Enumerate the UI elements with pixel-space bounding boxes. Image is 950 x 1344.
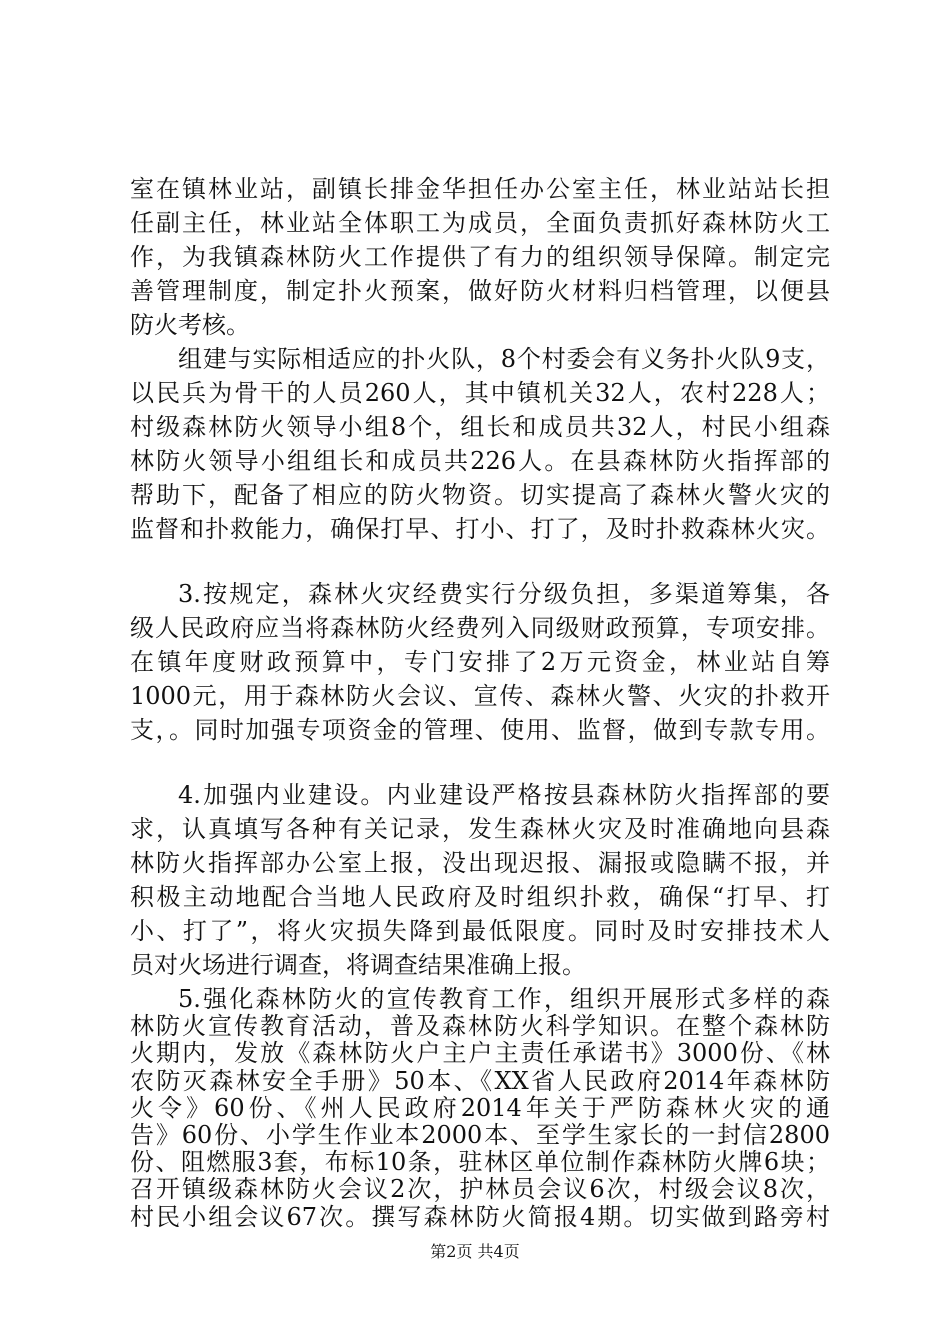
text-line: 员对火场进行调查，将调查结果准确上报。 xyxy=(130,951,586,979)
text-line: 火期内，发放《森林防火户主户主责任承诺书》3000份、《林 xyxy=(130,1039,830,1068)
text-line: 林防火宣传教育活动，普及森林防火科学知识。在整个森林防 xyxy=(130,1012,830,1041)
text-line: 告》60份、小学生作业本2000本、至学生家长的一封信2800 xyxy=(130,1121,830,1149)
text-line: 林防火领导小组组长和成员共226人。在县森林防火指挥部的 xyxy=(130,447,830,475)
text-line: 村级森林防火领导小组8个，组长和成员共32人，村民小组森 xyxy=(130,413,830,441)
text-line: 在镇年度财政预算中，专门安排了2万元资金，林业站自筹 xyxy=(130,648,830,676)
text-line: 作，为我镇森林防火工作提供了有力的组织领导保障。制定完 xyxy=(130,243,830,271)
text-line: 3.按规定，森林火灾经费实行分级负担，多渠道筹集，各 xyxy=(178,580,830,608)
text-line: 村民小组会议67次。撰写森林防火简报4期。切实做到路旁村 xyxy=(130,1202,830,1231)
text-line: 1000元，用于森林防火会议、宣传、森林火警、火灾的扑救开 xyxy=(130,682,830,710)
text-line: 火令》60份、《州人民政府2014年关于严防森林火灾的通 xyxy=(130,1093,830,1122)
text-line: 5.强化森林防火的宣传教育工作，组织开展形式多样的森 xyxy=(178,985,830,1013)
text-line: 以民兵为骨干的人员260人，其中镇机关32人，农村228人； xyxy=(130,379,830,407)
text-line: 任副主任，林业站全体职工为成员，全面负责抓好森林防火工 xyxy=(130,209,830,237)
text-line: 帮助下，配备了相应的防火物资。切实提高了森林火警火灾的 xyxy=(130,481,830,509)
text-line: 小、打了”，将火灾损失降到最低限度。同时及时安排技术人 xyxy=(130,917,830,945)
text-line: 积极主动地配合当地人民政府及时组织扑救，确保“打早、打 xyxy=(130,883,830,911)
text-line: 份、阻燃服3套，布标10条，驻林区单位制作森林防火牌6块； xyxy=(130,1148,830,1177)
text-line: 组建与实际相适应的扑火队，8个村委会有义务扑火队9支， xyxy=(178,345,830,373)
text-line: 求，认真填写各种有关记录，发生森林火灾及时准确地向县森 xyxy=(130,815,830,843)
text-line: 防火考核。 xyxy=(130,311,250,339)
text-line: 4.加强内业建设。内业建设严格按县森林防火指挥部的要 xyxy=(178,781,830,809)
text-line: 林防火指挥部办公室上报，没出现迟报、漏报或隐瞒不报，并 xyxy=(130,849,830,877)
text-line: 召开镇级森林防火会议2次，护林员会议6次，村级会议8次， xyxy=(130,1175,830,1204)
text-line: 级人民政府应当将森林防火经费列入同级财政预算，专项安排。 xyxy=(130,614,830,642)
text-line: 室在镇林业站，副镇长排金华担任办公室主任，林业站站长担 xyxy=(130,175,830,203)
text-line: 善管理制度，制定扑火预案，做好防火材料归档管理，以便县 xyxy=(130,277,830,305)
text-line: 监督和扑救能力，确保打早、打小、打了，及时扑救森林火灾。 xyxy=(130,515,830,543)
text-line: 支，。同时加强专项资金的管理、使用、监督，做到专款专用。 xyxy=(130,716,830,744)
text-line: 农防灭森林安全手册》50本、《XX省人民政府2014年森林防 xyxy=(130,1066,830,1095)
page-footer: 第2页 共4页 xyxy=(430,1242,520,1261)
